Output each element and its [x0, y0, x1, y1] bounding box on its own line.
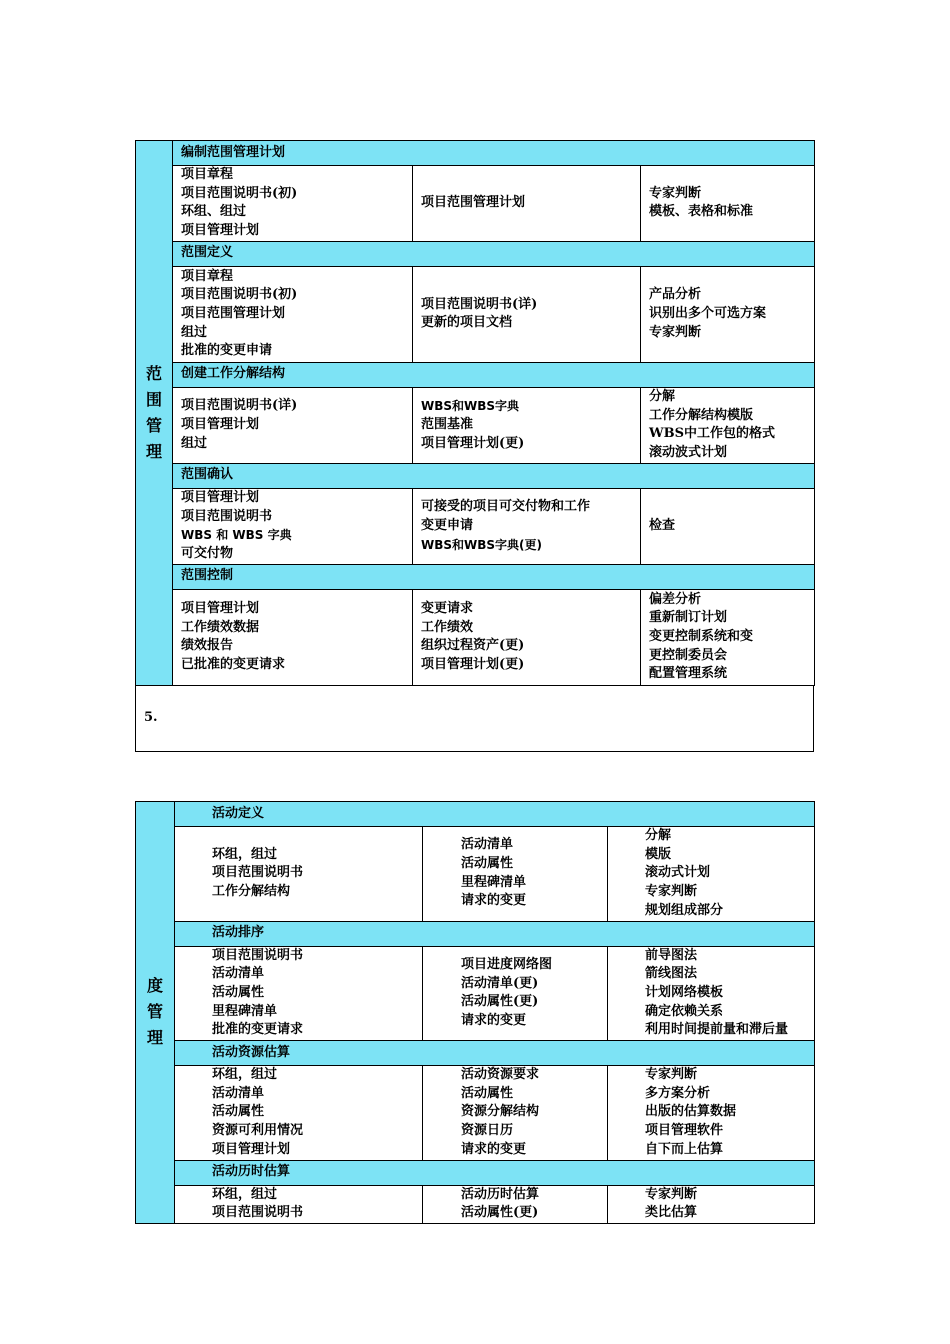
schedule-management-block — [135, 801, 814, 1224]
tools-cell: 产品分析 识别出多个可选方案 专家判断 — [641, 266, 815, 362]
scope-management-block — [135, 140, 814, 752]
inputs-cell: 项目范围说明书(详) 项目管理计划 组过 — [173, 387, 413, 463]
section-header: 范围定义 — [173, 241, 815, 266]
outputs-cell: 活动清单 活动属性 里程碑清单 请求的变更 — [423, 827, 608, 922]
inputs-cell: 环组，组过 活动清单 活动属性 资源可利用情况 项目管理计划 — [175, 1066, 423, 1161]
outputs-cell: WBS和WBS字典 范围基准 项目管理计划(更) — [413, 387, 641, 463]
section-header: 活动排序 — [175, 921, 815, 946]
outputs-cell: 项目范围管理计划 — [413, 166, 641, 242]
scope-side-label: 范 围 管 理 — [136, 141, 173, 686]
inputs-cell: 项目范围说明书 活动清单 活动属性 里程碑清单 批准的变更请求 — [175, 946, 423, 1041]
inputs-cell: 项目章程 项目范围说明书(初) 项目范围管理计划 组过 批准的变更申请 — [173, 266, 413, 362]
tools-cell: 分解 工作分解结构模版 WBS中工作包的格式 滚动波式计划 — [641, 387, 815, 463]
section-header: 范围控制 — [173, 564, 815, 589]
section-header: 创建工作分解结构 — [173, 362, 815, 387]
tools-cell: 前导图法 箭线图法 计划网络模板 确定依赖关系 利用时间提前量和滞后量 — [608, 946, 815, 1041]
tools-cell: 专家判断 模板、表格和标准 — [641, 166, 815, 242]
outputs-cell: 活动资源要求 活动属性 资源分解结构 资源日历 请求的变更 — [423, 1066, 608, 1161]
section-note: 5. — [135, 686, 814, 752]
schedule-side-label: 度 管 理 — [136, 802, 175, 1224]
inputs-cell: 环组，组过 项目范围说明书 工作分解结构 — [175, 827, 423, 922]
outputs-cell: 项目进度网络图 活动清单(更) 活动属性(更) 请求的变更 — [423, 946, 608, 1041]
scope-management-table — [135, 140, 815, 686]
section-header: 范围确认 — [173, 463, 815, 488]
schedule-management-table — [135, 801, 815, 1224]
tools-cell: 专家判断 类比估算 — [608, 1185, 815, 1223]
tools-cell: 偏差分析 重新制订计划 变更控制系统和变 更控制委员会 配置管理系统 — [641, 589, 815, 685]
outputs-cell: 项目范围说明书(详) 更新的项目文档 — [413, 266, 641, 362]
inputs-cell: 项目章程 项目范围说明书(初) 环组、组过 项目管理计划 — [173, 166, 413, 242]
section-header: 活动历时估算 — [175, 1160, 815, 1185]
outputs-cell: 活动历时估算 活动属性(更) — [423, 1185, 608, 1223]
tools-cell: 检查 — [641, 488, 815, 564]
outputs-cell: 变更请求 工作绩效 组织过程资产(更) 项目管理计划(更) — [413, 589, 641, 685]
section-header: 活动资源估算 — [175, 1041, 815, 1066]
section-header: 活动定义 — [175, 802, 815, 827]
inputs-cell: 项目管理计划 工作绩效数据 绩效报告 已批准的变更请求 — [173, 589, 413, 685]
inputs-cell: 环组，组过 项目范围说明书 — [175, 1185, 423, 1223]
tools-cell: 专家判断 多方案分析 出版的估算数据 项目管理软件 自下而上估算 — [608, 1066, 815, 1161]
section-header: 编制范围管理计划 — [173, 141, 815, 166]
inputs-cell: 项目管理计划 项目范围说明书 WBS 和 WBS 字典 可交付物 — [173, 488, 413, 564]
outputs-cell: 可接受的项目可交付物和工作 变更申请 WBS和WBS字典(更) — [413, 488, 641, 564]
tools-cell: 分解 模版 滚动式计划 专家判断 规划组成部分 — [608, 827, 815, 922]
